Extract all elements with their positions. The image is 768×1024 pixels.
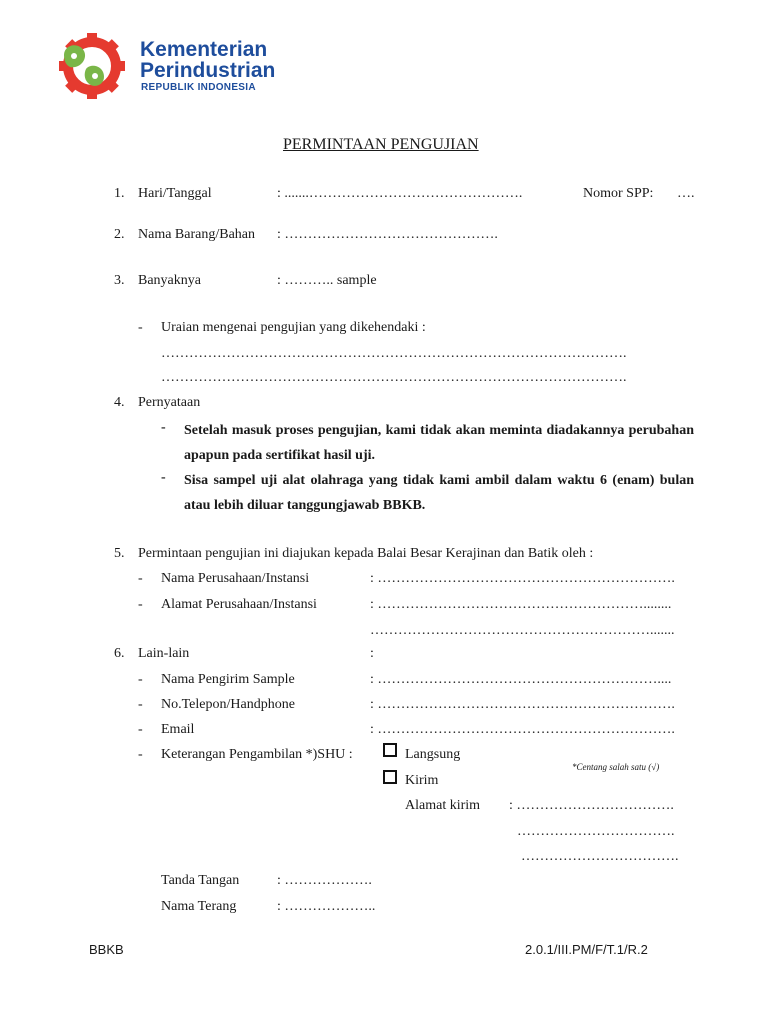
item-number-1: 1. bbox=[114, 186, 125, 201]
permintaan-label: Permintaan pengujian ini diajukan kepada Balai Besar Kerajinan dan Batik oleh : bbox=[138, 546, 594, 561]
alamat-kirim-label: Alamat kirim bbox=[405, 798, 481, 813]
email-field[interactable]: : ………………………………………………………. bbox=[370, 722, 675, 737]
kirim-checkbox[interactable] bbox=[383, 770, 397, 784]
uraian-line-2[interactable]: ………………………………………………………………………………………. bbox=[161, 370, 627, 385]
item-number-3: 3. bbox=[114, 273, 125, 288]
alamat-kirim-field-3[interactable]: ……………………………. bbox=[521, 849, 679, 864]
item-number-2: 2. bbox=[114, 227, 125, 242]
lain-lain-colon: : bbox=[370, 646, 374, 661]
alamat-kirim-field-2[interactable]: ……………………………. bbox=[517, 824, 675, 839]
pernyataan-label: Pernyataan bbox=[138, 395, 201, 410]
lain-lain-label: Lain-lain bbox=[138, 646, 190, 661]
hari-tanggal-field[interactable]: : .......………………………………………. bbox=[277, 186, 523, 201]
nama-perusahaan-label: Nama Perusahaan/Instansi bbox=[161, 571, 310, 586]
alamat-perusahaan-field[interactable]: : …………………………………………………........ bbox=[370, 597, 672, 612]
keterangan-pengambilan-label: Keterangan Pengambilan *)SHU : bbox=[161, 747, 353, 762]
langsung-label: Langsung bbox=[405, 747, 461, 762]
footer-left: BBKB bbox=[89, 942, 124, 957]
telepon-label: No.Telepon/Handphone bbox=[161, 697, 295, 712]
item-number-5: 5. bbox=[114, 546, 125, 561]
banyaknya-label: Banyaknya bbox=[138, 273, 201, 288]
kirim-label: Kirim bbox=[405, 773, 439, 788]
statement-2: Sisa sampel uji alat olahraga yang tidak kami ambil dalam waktu 6 (enam) bulan atau lebih diluar tanggungjawab BBKB. bbox=[184, 473, 694, 513]
nama-terang-label: Nama Terang bbox=[161, 899, 237, 914]
hari-tanggal-label: Hari/Tanggal bbox=[138, 186, 212, 201]
nama-pengirim-label: Nama Pengirim Sample bbox=[161, 672, 295, 687]
telepon-field[interactable]: : ………………………………………………………. bbox=[370, 697, 675, 712]
document-title: PERMINTAAN PENGUJIAN bbox=[283, 136, 479, 153]
alamat-kirim-field[interactable]: : ……………………………. bbox=[509, 798, 674, 813]
tanda-tangan-field[interactable]: : ………………. bbox=[277, 873, 372, 888]
logo-title-line1: Kementerian bbox=[140, 38, 268, 61]
nama-perusahaan-field[interactable]: : ………………………………………………………. bbox=[370, 571, 675, 586]
banyaknya-field[interactable]: : ……….. sample bbox=[277, 273, 377, 288]
telepon-dash: - bbox=[138, 697, 143, 712]
centang-note: *Centang salah satu (√) bbox=[572, 762, 660, 772]
footer-doc-code: 2.0.1/III.PM/F/T.1/R.2 bbox=[525, 942, 648, 957]
uraian-label: Uraian mengenai pengujian yang dikehendaki : bbox=[161, 320, 426, 335]
langsung-checkbox[interactable] bbox=[383, 743, 397, 757]
statement-1-dash: - bbox=[161, 420, 166, 435]
nama-pengirim-field[interactable]: : …………………………………………………….... bbox=[370, 672, 672, 687]
nomor-spp-field[interactable]: …. bbox=[677, 186, 695, 201]
perusahaan-dash: - bbox=[138, 571, 143, 586]
item-number-4: 4. bbox=[114, 395, 125, 410]
alamat-dash: - bbox=[138, 597, 143, 612]
email-dash: - bbox=[138, 722, 143, 737]
statement-2-dash: - bbox=[161, 470, 166, 485]
nama-terang-field[interactable]: : ……………….. bbox=[277, 899, 376, 914]
nama-barang-label: Nama Barang/Bahan bbox=[138, 227, 256, 242]
email-label: Email bbox=[161, 722, 195, 737]
statement-1: Setelah masuk proses pengujian, kami tidak akan meminta diadakannya perubahan apapun pada sertifikat hasil uji. bbox=[184, 423, 694, 463]
alamat-perusahaan-label: Alamat Perusahaan/Instansi bbox=[161, 597, 317, 612]
uraian-dash: - bbox=[138, 320, 143, 335]
tanda-tangan-label: Tanda Tangan bbox=[161, 873, 240, 888]
nama-barang-field[interactable]: : ………………………………………. bbox=[277, 227, 498, 242]
uraian-line-1[interactable]: ………………………………………………………………………………………. bbox=[161, 346, 627, 361]
pengambilan-dash: - bbox=[138, 747, 143, 762]
ministry-logo bbox=[56, 33, 136, 99]
gear-logo-icon bbox=[56, 33, 136, 99]
logo-title-line2: Perindustrian bbox=[140, 59, 276, 82]
logo-subtitle: REPUBLIK INDONESIA bbox=[141, 82, 256, 93]
alamat-perusahaan-field-2[interactable]: ……………………………………………………....... bbox=[370, 623, 675, 638]
item-number-6: 6. bbox=[114, 646, 125, 661]
nomor-spp-label: Nomor SPP: bbox=[583, 186, 654, 201]
pengirim-dash: - bbox=[138, 672, 143, 687]
